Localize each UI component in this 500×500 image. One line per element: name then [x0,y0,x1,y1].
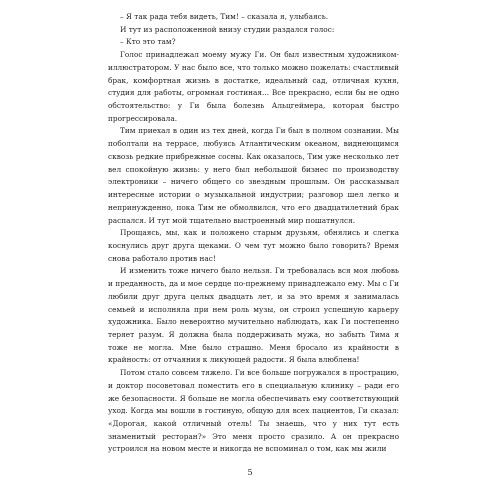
paragraph: – Кто это там? [120,37,176,47]
paragraph: – Я так рада тебя видеть, Тим! – сказала я, улыбаясь. [120,12,329,21]
paragraph: Голос принадлежал моему мужу Ги. Он был известным художником-иллюстратором. У нас было все, что только можно пожелать: счастливый брак, комфортная жизнь в достатке, идеальный сад, отличная кухня, студия для работы, огромная гостиная... Все прекрасно, если бы не одно обстоятельство: у Ги была болезнь Альцгеймера, которая быстро прогрессировала. [108,50,399,123]
page-number: 5 [247,468,253,477]
paragraph: И изменить тоже ничего было нельзя. Ги требовалась вся моя любовь и преданность, да и мое сердце по-прежнему принадлежало ему. Мы с Ги любили друг друга целых двадцать лет, и за это время я занималась семьей и исполняла при нем роль музы, он строил успешную карьеру художника. Было невероятно мучительно наблюдать, как Ги постепенно теряет разум. Я должна была поддерживать мужа, но забыть Тима я тоже не могла. Мне было страшно. Меня бросало из крайности в крайность: от отчаяния к ликующей радости. Я была влюблена! [108,266,399,365]
body-text [108,11,399,456]
paragraph: Потом стало совсем тяжело. Ги все больше погружался в прострацию, и доктор посоветовал поместить его в специальную клинику – ради его же безопасности. Я больше не могла обеспечивать ему соответствующий уход. Когда мы вошли в гостиную, общую для всех пациентов, Ги сказал: «Дорогая, какой отличный отель! Ты знаешь, что у них тут есть знаменитый ресторан?» Это меня просто сразило. А он прекрасно устроился на новом месте и никогда не вспоминал о том, как мы жили [108,368,399,454]
paragraph: Тим приехал в один из тех дней, когда Ги был в полном сознании. Мы поболтали на террасе, любуясь Атлантическим океаном, виднеющимся сквозь редкие прибрежные сосны. Как оказалось, Тим уже несколько лет вел спокойную жизнь: у него был небольшой бизнес по производству электроники – ничего общего со звездным прошлым. Он рассказывал интересные истории о музыкальной индустрии; разговор шел легко и непринужденно, пока Тим не обмолвился, что его двадцатилетний брак распался. И тут мой тщательно выстроенный мир пошатнулся. [108,126,399,225]
paragraph: И тут из расположенной внизу студии раздался голос: [120,24,335,34]
paragraph: Прощаясь, мы, как и положено старым друзьям, обнялись и слегка коснулись друг друга щеками. О чем тут можно было говорить? Время снова работало против нас! [108,228,399,263]
